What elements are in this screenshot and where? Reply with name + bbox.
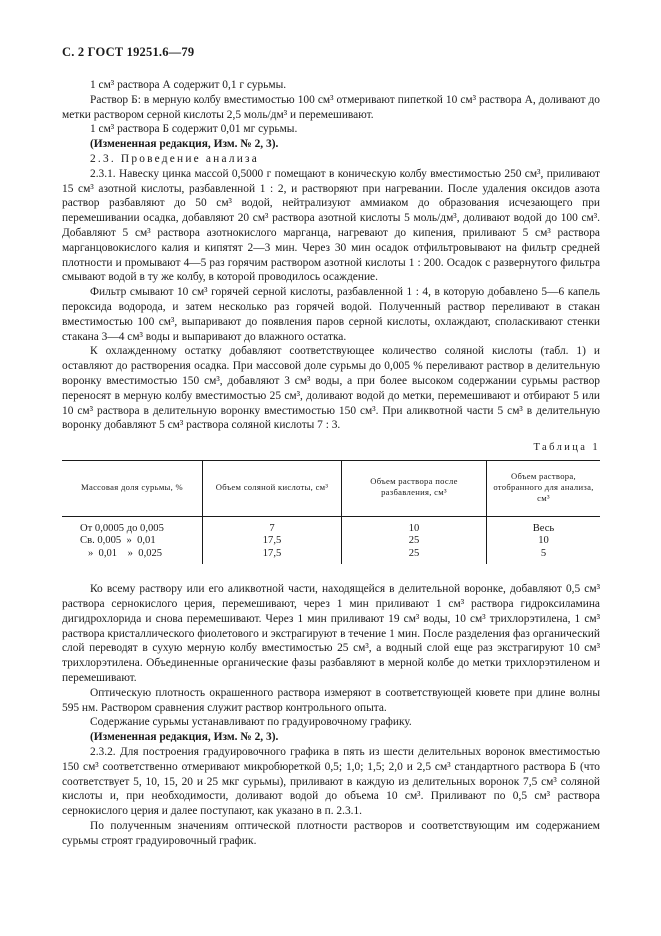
paragraph-2-3-2: 2.3.2. Для построения градуировочного графика в пять из шести делительных воронок вместимостью 150 см³ соответственно отмеривают микробюреткой 0,5; 1,0; 1,5; 2,0 и 2,5 см³ стандартного раствора Б (что соответствует 5, 10, 15, 20 и 25 мкг сурьмы), приливают в каждую из делительных воронок 7,5 см³ соляной кислоты и, при необходимости, доливают водой до объема 10 см³. Приливают по 0,5 см³ раствора сернокислого церия и далее поступают, как указано в п. 2.3.1. [62, 745, 600, 818]
table-cell: Весь [487, 516, 601, 535]
paragraph-solution-a: 1 см³ раствора А содержит 0,1 г сурьмы. [90, 79, 287, 91]
table-header: Объем раствора после разбавления, см³ [342, 460, 487, 516]
table-cell: 17,5 [203, 548, 342, 564]
table-cell: 10 [342, 516, 487, 535]
section-title: 2.3. Проведение анализа [90, 152, 259, 165]
table-header: Объем соляной кислоты, см³ [203, 460, 342, 516]
table-header: Объем раствора, отобранного для анализа, см³ [487, 460, 601, 516]
table-row [62, 535, 600, 547]
paragraph-calibration-graph: По полученным значениям оптической плотности растворов и соответствующим им содержанием сурьмы строят градуировочный график. [62, 819, 600, 847]
table-header: Массовая доля сурьмы, % [62, 460, 203, 516]
table-caption: Таблица 1 [533, 442, 600, 454]
table-cell: 17,5 [203, 535, 342, 547]
paragraph-filter: Фильтр смывают 10 см³ горячей серной кислоты, разбавленной 1 : 4, в которую добавлено 5—6 капель пероксида водорода, и затем несколько раз горячей водой. Полученный раствор переливают в стакан вместимостью 100 см³, выпаривают до появления паров серной кислоты, охлаждают, споласкивают стенки стакана 3—4 см³ воды и выпаривают до влажного остатка. [62, 286, 600, 343]
table-cell: 25 [342, 548, 487, 564]
paragraph-2-3-1: 2.3.1. Навеску цинка массой 0,5000 г помещают в коническую колбу вместимостью 250 см³, приливают 15 см³ азотной кислоты, разбавленной 1 : 2, и растворяют при нагревании. После удаления оксидов азота раствор разбавляют до 50 см³ водой, нейтрализуют аммиаком до образования исчезающего при перемешивании осадка, добавляют 20 см³ раствора азотной кислоты 5 моль/дм³, доливают водой до 100 см³. Добавляют 5 см³ раствора азотнокислого марганца, нагревают до кипения, приливают 5 см³ раствора марганцовокислого калия и кипятят 2—3 мин. Через 30 мин осадок отфильтровывают на фильтр средней плотности и промывают 4—5 раз горячим раствором азотной кислоты 1 : 200. Осадок с развернутого фильтра смывают водой в ту же колбу, в которой проводилось осаждение. [62, 167, 600, 284]
table-cell: 10 [487, 535, 601, 547]
table-cell: Св. 0,005 » 0,01 [80, 535, 156, 547]
table-row [62, 516, 600, 535]
revision-note: (Измененная редакция, Изм. № 2, 3). [90, 138, 279, 151]
table-header-row [62, 460, 600, 516]
document-body [62, 78, 600, 848]
paragraph-antimony-content: Содержание сурьмы устанавливают по градуировочному графику. [90, 716, 412, 729]
table-cell: 25 [342, 535, 487, 547]
paragraph-optical-density: Оптическую плотность окрашенного раствора измеряют в соответствующей кювете при длине волны 595 нм. Раствором сравнения служит раствор контрольного опыта. [62, 686, 600, 714]
table-cell: От 0,0005 до 0,005 [80, 522, 164, 534]
table-cell: 5 [487, 548, 601, 564]
table-cell: » 0,01 » 0,025 [80, 547, 163, 559]
paragraph-solution-b: Раствор Б: в мерную колбу вместимостью 100 см³ отмеривают пипеткой 10 см³ раствора А, доливают до метки раствором серной кислоты 2,5 моль/дм³ и перемешивают. [62, 93, 600, 121]
table-row [62, 548, 600, 564]
page-header: С. 2 ГОСТ 19251.6—79 [62, 45, 195, 59]
table-1 [62, 460, 600, 564]
paragraph-extraction: Ко всему раствору или его аликвотной части, находящейся в делительной воронке, добавляют 0,5 см³ раствора сернокислого церия, перемешивают, через 1 мин приливают 1 см³ раствора гидроксиламина дигидрохлорида и снова перемешивают. Через 1 мин приливают 19 см³ воды, 10 см³ трихлорэтилена, 1 см³ раствора кристаллического фиолетового и экстрагируют в течение 1 мин. После разделения фаз органический слой переводят в сухую мерную колбу вместимостью 25 см³, а водный слой еще раз экстрагируют 10 см³ трихлорэтилена. Объединенные органические фазы разбавляют в мерной колбе до метки трихлорэтиленом и перемешивают. [62, 583, 600, 684]
paragraph-solution-b-content: 1 см³ раствора Б содержит 0,01 мг сурьмы. [90, 123, 298, 136]
revision-note: (Измененная редакция, Изм. № 2, 3). [90, 731, 279, 744]
paragraph-cooled-residue: К охлажденному остатку добавляют соответствующее количество соляной кислоты (табл. 1) и оставляют до растворения осадка. При массовой доле сурьмы до 0,005 % переливают раствор в делительную воронку вместимостью 150 см³, добавляют 3 см³ воды, а при более высоком содержании сурьмы раствор переносят в мерную колбу вместимостью 25 см³, доливают водой до метки, перемешивают и отбирают 5 или 10 см³ раствора в делительную воронку вместимостью 150 см³. При аликвотной части 5 см³ в делительную воронку добавляют 5 см³ раствора соляной кислоты 7 : 3. [62, 345, 600, 432]
table-cell: 7 [203, 516, 342, 535]
